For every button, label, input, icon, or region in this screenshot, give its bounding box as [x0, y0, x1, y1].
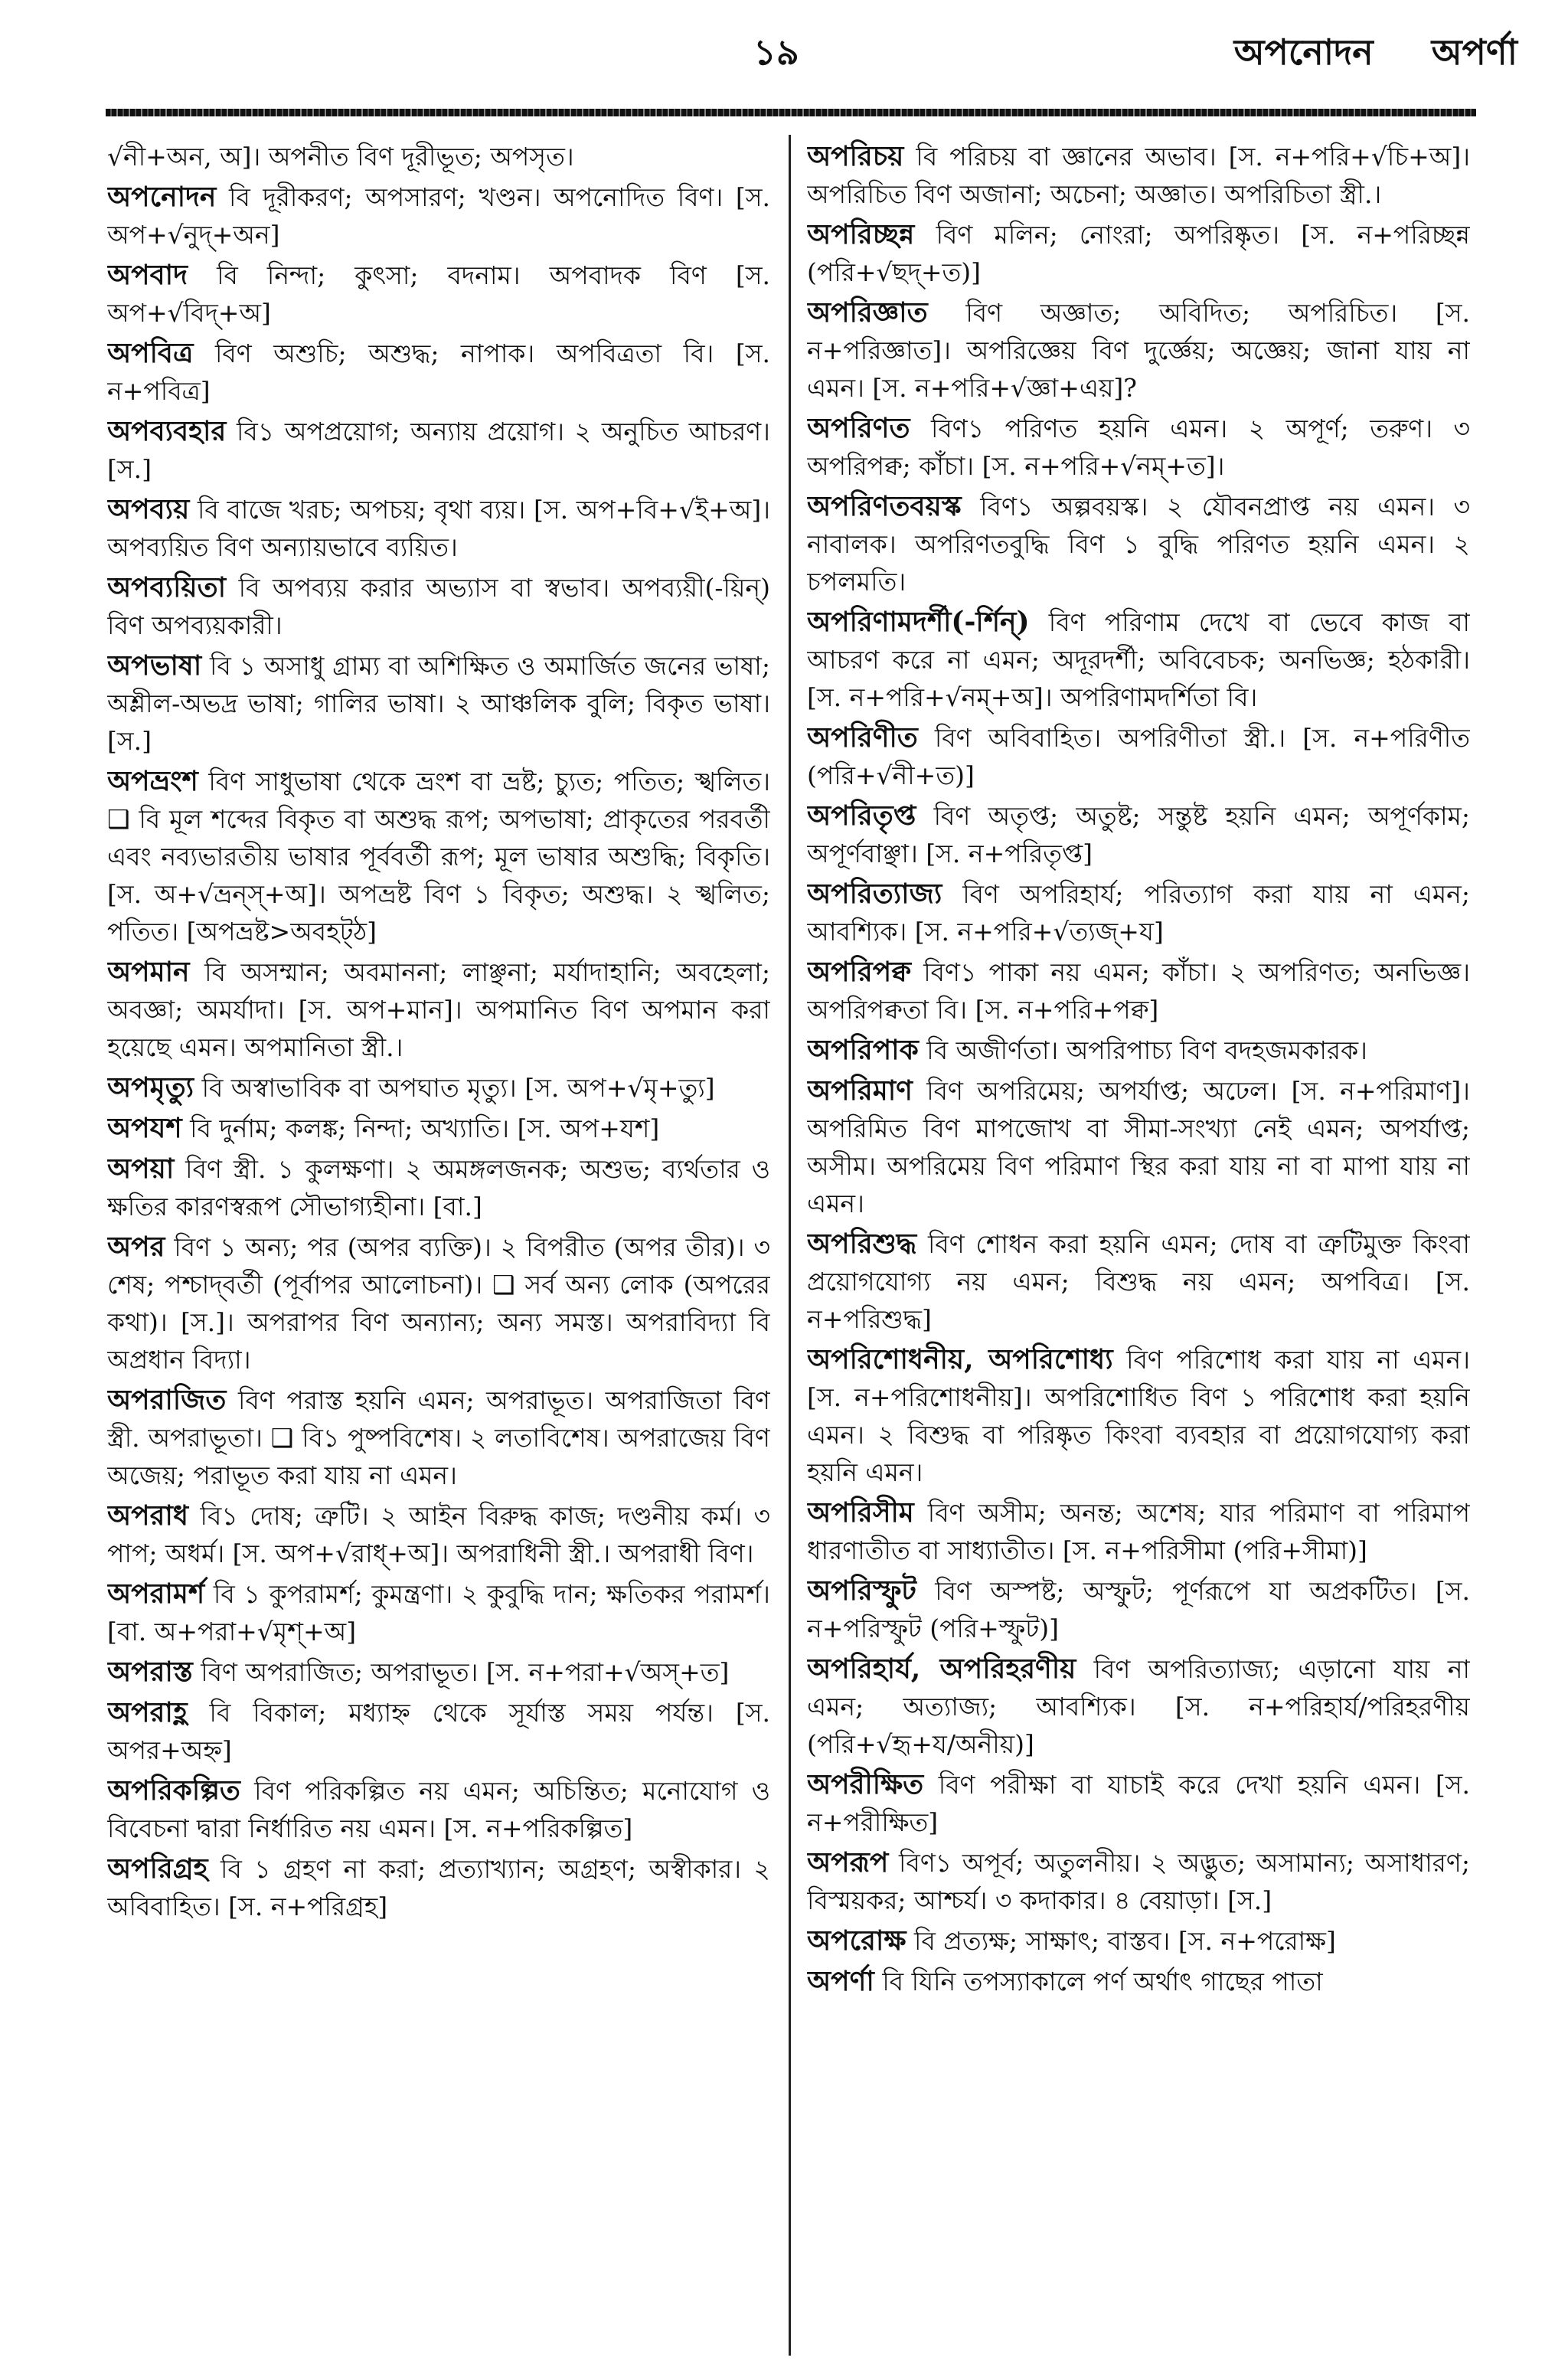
- entry-definition: বি ১ কুপরামর্শ; কুমন্ত্রণা। ২ কুবুদ্ধি দান; ক্ষতিকর পরামর্শ। [বা. অ+পরা+√মৃশ্+অ]: [107, 1579, 770, 1646]
- entry-headword: অপরিচ্ছন্ন: [807, 218, 915, 250]
- entry-headword: অপরিণামদর্শী(-র্শিন্): [807, 606, 1030, 638]
- entry-headword: অপরিশোধনীয়, অপরিশোধ্য: [807, 1343, 1113, 1375]
- entry-definition: বিণ অপরাজিত; অপরাভূত। [স. ন+পরা+√অস্+ত]: [201, 1657, 730, 1687]
- dictionary-entry: [107, 1069, 770, 1107]
- entry-headword: অপরীক্ষিত: [807, 1768, 924, 1800]
- entry-definition: বি১ দোষ; ত্রুটি। ২ আইন বিরুদ্ধ কাজ; দণ্ডনীয় কর্ম। ৩ পাপ; অধর্ম। [স. অপ+√রাধ্+অ]। অপরাধিনী স্ত্রী.। অপরাধী বিণ।: [107, 1501, 770, 1568]
- dictionary-entry: [807, 1494, 1470, 1569]
- entry-definition: বি১ অপপ্রয়োগ; অন্যায় প্রয়োগ। ২ অনুচিত আচরণ। [স.]: [107, 417, 770, 484]
- dictionary-entry: [107, 763, 770, 950]
- entry-definition: বি অসম্মান; অবমাননা; লাঞ্ছনা; মর্যাদাহানি; অবহেলা; অবজ্ঞা; অমর্যাদা। [স. অপ+মান]। অপমানিত বিণ অপমান করা হয়েছে এমন। অপমানিতা স্ত্রী.।: [107, 957, 770, 1062]
- entry-definition: বিণ অস্পষ্ট; অস্ফুট; পূর্ণরূপে যা অপ্রকটিত। [স. ন+পরিস্ফুট (পরি+স্ফুট)]: [807, 1576, 1470, 1643]
- dictionary-entry: [107, 1575, 770, 1650]
- entry-headword: অপবিত্র: [107, 337, 194, 369]
- entry-headword: অপযশ: [107, 1112, 182, 1144]
- entry-definition: বিণ অশুচি; অশুদ্ধ; নাপাক। অপবিত্রতা বি। [স. ন+পবিত্র]: [107, 338, 770, 406]
- entry-definition: বি প্রত্যক্ষ; সাক্ষাৎ; বাস্তব। [স. ন+পরোক্ষ]: [914, 1926, 1336, 1956]
- entry-headword: অপরিমাণ: [807, 1074, 913, 1107]
- guide-word-last: অপর্ণা: [1431, 31, 1517, 73]
- left-column: [107, 138, 770, 2359]
- entry-headword: অপরিজ্ঞাত: [807, 296, 928, 329]
- entry-definition: √নী+অন, অ]। অপনীত বিণ দূরীভূত; অপসৃত।: [107, 142, 574, 172]
- entry-headword: অপরিগ্রহ: [107, 1852, 208, 1885]
- entry-definition: বি অস্বাভাবিক বা অপঘাত মৃত্যু। [স. অপ+√মৃ+ত্যু]: [201, 1073, 715, 1103]
- dictionary-entry: [807, 953, 1470, 1028]
- dictionary-entry: [107, 1772, 770, 1847]
- dictionary-entry: [107, 1694, 770, 1769]
- entry-definition: বিণ পরিশোধ করা যায় না এমন। [স. ন+পরিশোধনীয়]। অপরিশোধিত বিণ ১ পরিশোধ করা হয়নি এমন। ২ বিশুদ্ধ বা পরিষ্কৃত কিংবা ব্যবহার বা প্রয়োগযোগ্য করা হয়নি এমন।: [807, 1345, 1470, 1487]
- page-header: [0, 6, 1568, 106]
- dictionary-entry: [807, 1032, 1470, 1069]
- header-rule: [106, 109, 1476, 116]
- dictionary-entry: [807, 1844, 1470, 1919]
- dictionary-entry: [807, 1963, 1470, 2000]
- dictionary-entry: [107, 1150, 770, 1225]
- dictionary-entry: [807, 875, 1470, 950]
- entry-definition: বিণ১ পরিণত হয়নি এমন। ২ অপূর্ণ; তরুণ। ৩ অপরিপক্ব; কাঁচা। [স. ন+পরি+√নম্+ত]।: [807, 414, 1470, 481]
- dictionary-entry: [107, 413, 770, 488]
- dictionary-entry: [807, 216, 1470, 291]
- dictionary-entry: [107, 138, 770, 175]
- entry-headword: অপরোক্ষ: [807, 1924, 906, 1957]
- dictionary-entry: [807, 488, 1470, 600]
- entry-headword: অপরিণীত: [807, 721, 918, 754]
- entry-headword: অপরিপাক: [807, 1034, 919, 1066]
- entry-definition: বি ১ অসাধু গ্রাম্য বা অশিক্ষিত ও অমার্জিত জনের ভাষা; অশ্লীল-অভদ্র ভাষা; গালির ভাষা। ২ আঞ্চলিক বুলি; বিকৃত ভাষা। [স.]: [107, 651, 770, 756]
- entry-definition: বিণ পরিকল্পিত নয় এমন; অচিন্তিত; মনোযোগ ও বিবেচনা দ্বারা নির্ধারিত নয় এমন। [স. ন+পরিকল্পিত]: [107, 1776, 770, 1843]
- right-column: [807, 138, 1470, 2359]
- dictionary-entry: [107, 953, 770, 1066]
- entry-headword: অপরিত্যাজ্য: [807, 878, 942, 910]
- entry-definition: বিণ১ অল্পবয়স্ক। ২ যৌবনপ্রাপ্ত নয় এমন। ৩ নাবালক। অপরিণতবুদ্ধি বিণ ১ বুদ্ধি পরিণত হয়নি এমন। ২ চপলমতি।: [807, 492, 1470, 597]
- entry-headword: অপনোদন: [107, 181, 217, 213]
- dictionary-entry: [107, 1228, 770, 1378]
- entry-definition: বি দূরীকরণ; অপসারণ; খণ্ডন। অপনোদিত বিণ। [স. অপ+√নুদ্+অন]: [107, 182, 770, 250]
- dictionary-entry: [807, 294, 1470, 407]
- entry-definition: বিণ ১ অন্য; পর (অপর ব্যক্তি)। ২ বিপরীত (অপর তীর)। ৩ শেষ; পশ্চাদ্‌বর্তী (পূর্বাপর আলোচনা)। ❑ সর্ব অন্য লোক (অপরের কথা)। [স.]। অপরাপর বিণ অন্যান্য; অন্য সমস্ত। অপরাবিদ্যা বি অপ্রধান বিদ্যা।: [107, 1232, 770, 1375]
- guide-words: [1188, 26, 1517, 84]
- entry-definition: বি দুর্নাম; কলঙ্ক; নিন্দা; অখ্যাতি। [স. অপ+যশ]: [190, 1113, 660, 1143]
- guide-word-first: অপনোদন: [1233, 31, 1374, 73]
- dictionary-entry: [107, 647, 770, 760]
- entry-definition: বি ১ গ্রহণ না করা; প্রত্যাখ্যান; অগ্রহণ; অস্বীকার। ২ অবিবাহিত। [স. ন+পরিগ্রহ]: [107, 1854, 770, 1921]
- dictionary-entry: [107, 178, 770, 253]
- entry-definition: বিণ শোধন করা হয়নি এমন; দোষ বা ত্রুটিমুক্ত কিংবা প্রয়োগযোগ্য নয় এমন; বিশুদ্ধ নয় এমন; অপবিত্র। [স. ন+পরিশুদ্ধ]: [807, 1229, 1470, 1334]
- entry-headword: অপর্ণা: [807, 1965, 874, 1997]
- entry-definition: বিণ পরিণাম দেখে বা ভেবে কাজ বা আচরণ করে না এমন; অদূরদর্শী; অবিবেচক; অনভিজ্ঞ; হঠকারী। [স. ন+পরি+√নম্+অ]। অপরিণামদর্শিতা বি।: [807, 607, 1470, 712]
- entry-headword: অপবাদ: [107, 259, 188, 291]
- dictionary-entry: [107, 491, 770, 566]
- entry-headword: অপমৃত্যু: [107, 1071, 194, 1104]
- entry-headword: অপরামর্শ: [107, 1578, 205, 1610]
- entry-headword: অপরিণতবয়স্ক: [807, 490, 962, 522]
- entry-headword: অপরিকল্পিত: [107, 1774, 240, 1807]
- dictionary-entry: [807, 603, 1470, 716]
- entry-headword: অপরিস্ফুট: [807, 1574, 916, 1607]
- entry-definition: বিণ অসীম; অনন্ত; অশেষ; যার পরিমাণ বা পরিমাপ ধারণাতীত বা সাধ্যাতীত। [স. ন+পরিসীমা (পরি+সীমা)]: [807, 1498, 1470, 1565]
- entry-headword: অপভ্রংশ: [107, 765, 198, 797]
- entry-headword: অপরাধ: [107, 1499, 189, 1532]
- entry-definition: বিণ অবিবাহিত। অপরিণীতা স্ত্রী.। [স. ন+পরিণীত (পরি+√নী+ত)]: [807, 723, 1470, 790]
- dictionary-entry: [107, 335, 770, 410]
- entry-headword: অপরাজিত: [107, 1384, 227, 1416]
- entry-definition: বিণ পরাস্ত হয়নি এমন; অপরাভূত। অপরাজিতা বিণ স্ত্রী. অপরাভূতা। ❑ বি১ পুষ্পবিশেষ। ২ লতাবিশেষ। অপরাজেয় বিণ অজেয়; পরাভূত করা যায় না এমন।: [107, 1385, 770, 1490]
- entry-headword: অপরিশুদ্ধ: [807, 1228, 917, 1260]
- entry-definition: বিণ মলিন; নোংরা; অপরিষ্কৃত। [স. ন+পরিচ্ছন্ন (পরি+√ছদ্+ত)]: [807, 220, 1470, 287]
- dictionary-entry: [807, 410, 1470, 485]
- entry-definition: বি যিনি তপস্যাকালে পর্ণ অর্থাৎ গাছের পাতা: [882, 1967, 1323, 1996]
- entry-headword: অপর: [107, 1231, 165, 1263]
- entry-definition: বিণ অপরিমেয়; অপর্যাপ্ত; অঢেল। [স. ন+পরিমাণ]। অপরিমিত বিণ মাপজোখ বা সীমা-সংখ্যা নেই এমন; অপর্যাপ্ত; অসীম। অপরিমেয় বিণ পরিমাণ স্থির করা যায় না বা মাপা যায় না এমন।: [807, 1076, 1470, 1218]
- entry-definition: বি পরিচয় বা জ্ঞানের অভাব। [স. ন+পরি+√চি+অ]। অপরিচিত বিণ অজানা; অচেনা; অজ্ঞাত। অপরিচিতা স্ত্রী.।: [807, 142, 1470, 209]
- dictionary-entry: [807, 1341, 1470, 1491]
- entry-headword: অপরিহার্য, অপরিহরণীয়: [807, 1653, 1076, 1685]
- entry-definition: বিণ অতৃপ্ত; অতুষ্ট; সন্তুষ্ট হয়নি এমন; অপূর্ণকাম; অপূর্ণবাঞ্ছা। [স. ন+পরিতৃপ্ত]: [807, 801, 1470, 868]
- column-divider: [789, 135, 791, 2356]
- entry-definition: বি বাজে খরচ; অপচয়; বৃথা ব্যয়। [স. অপ+বি+√ই+অ]। অপব্যয়িত বিণ অন্যায়ভাবে ব্যয়িত।: [107, 495, 770, 562]
- entry-definition: বিণ স্ত্রী. ১ কুলক্ষণা। ২ অমঙ্গলজনক; অশুভ; ব্যর্থতার ও ক্ষতির কারণস্বরূপ সৌভাগ্যহীনা। [বা.]: [107, 1154, 770, 1221]
- entry-definition: বিণ সাধুভাষা থেকে ভ্রংশ বা ভ্রষ্ট; চ্যুত; পতিত; স্খলিত। ❑ বি মূল শব্দের বিকৃত বা অশুদ্ধ রূপ; অপভাষা; প্রাকৃতের পরবর্তী এবং নব্যভারতীয় ভাষার পূর্ববর্তী রূপ; মূল ভাষার অশুদ্ধি; বিকৃতি। [স. অ+√ভ্রন্স্+অ]। অপভ্রষ্ট বিণ ১ বিকৃত; অশুদ্ধ। ২ স্খলিত; পতিত। [অপভ্রষ্ট>অবহট্‌ঠ]: [107, 767, 770, 947]
- dictionary-entry: [807, 1922, 1470, 1960]
- entry-headword: অপরিতৃপ্ত: [807, 800, 916, 832]
- entry-headword: অপব্যয়িতা: [107, 571, 227, 603]
- dictionary-entry: [107, 569, 770, 644]
- page-number: ১৯: [753, 31, 799, 73]
- entry-headword: অপমান: [107, 956, 190, 988]
- entry-headword: অপরাস্ত: [107, 1656, 193, 1688]
- entry-headword: অপব্যয়: [107, 493, 190, 525]
- dictionary-entry: [807, 138, 1470, 213]
- entry-definition: বিণ অপরিত্যাজ্য; এড়ানো যায় না এমন; অত্যাজ্য; আবশ্যিক। [স. ন+পরিহার্য/পরিহরণীয় (পরি+√হৃ+য/অনীয়)]: [807, 1654, 1470, 1759]
- entry-definition: বি বিকাল; মধ্যাহ্ন থেকে সূর্যাস্ত সময় পর্যন্ত। [স. অপর+অহ্ন]: [107, 1698, 770, 1765]
- entry-headword: অপরিপক্ব: [807, 956, 911, 988]
- entry-headword: অপভাষা: [107, 649, 202, 682]
- entry-definition: বিণ১ অপূর্ব; অতুলনীয়। ২ অদ্ভুত; অসামান্য; অসাধারণ; বিস্ময়কর; আশ্চর্য। ৩ কদাকার। ৪ বেয়াড়া। [স.]: [807, 1848, 1470, 1915]
- dictionary-entry: [807, 797, 1470, 872]
- entry-headword: অপরাহ্ণ: [107, 1696, 188, 1728]
- entry-headword: অপব্যবহার: [107, 415, 227, 447]
- entry-definition: বি অজীর্ণতা। অপরিপাচ্য বিণ বদহজমকারক।: [926, 1035, 1367, 1065]
- dictionary-entry: [807, 1572, 1470, 1647]
- entry-definition: বিণ অজ্ঞাত; অবিদিত; অপরিচিত। [স. ন+পরিজ্ঞাত]। অপরিজ্ঞেয় বিণ দুর্জ্ঞেয়; অজ্ঞেয়; জানা যায় না এমন। [স. ন+পরি+√জ্ঞা+এয়]?: [807, 298, 1470, 403]
- dictionary-entry: [107, 1382, 770, 1494]
- dictionary-entry: [107, 1110, 770, 1147]
- dictionary-entry: [807, 719, 1470, 794]
- entry-headword: অপয়া: [107, 1153, 175, 1185]
- dictionary-entry: [807, 1650, 1470, 1763]
- entry-headword: অপরিসীম: [807, 1496, 914, 1529]
- dictionary-entry: [107, 1653, 770, 1691]
- dictionary-entry: [107, 1497, 770, 1572]
- dictionary-entry: [107, 257, 770, 332]
- dictionary-entry: [807, 1766, 1470, 1841]
- entry-headword: অপরূপ: [807, 1846, 889, 1879]
- entry-definition: বিণ১ পাকা নয় এমন; কাঁচা। ২ অপরিণত; অনভিজ্ঞ। অপরিপক্বতা বি। [স. ন+পরি+পক্ব]: [807, 957, 1470, 1025]
- entry-definition: বিণ পরীক্ষা বা যাচাই করে দেখা হয়নি এমন। [স. ন+পরীক্ষিত]: [807, 1770, 1470, 1837]
- dictionary-entry: [807, 1225, 1470, 1338]
- entry-headword: অপরিণত: [807, 412, 910, 444]
- dictionary-entry: [107, 1850, 770, 1925]
- entry-definition: বি নিন্দা; কুৎসা; বদনাম। অপবাদক বিণ [স. অপ+√বিদ্+অ]: [107, 260, 770, 328]
- entry-definition: বিণ অপরিহার্য; পরিত্যাগ করা যায় না এমন; আবশ্যিক। [স. ন+পরি+√ত্যজ্+য]: [807, 879, 1470, 947]
- entry-headword: অপরিচয়: [807, 140, 904, 172]
- entry-definition: বি অপব্যয় করার অভ্যাস বা স্বভাব। অপব্যয়ী(-য়িন্) বিণ অপব্যয়কারী।: [107, 573, 770, 640]
- dictionary-entry: [807, 1072, 1470, 1222]
